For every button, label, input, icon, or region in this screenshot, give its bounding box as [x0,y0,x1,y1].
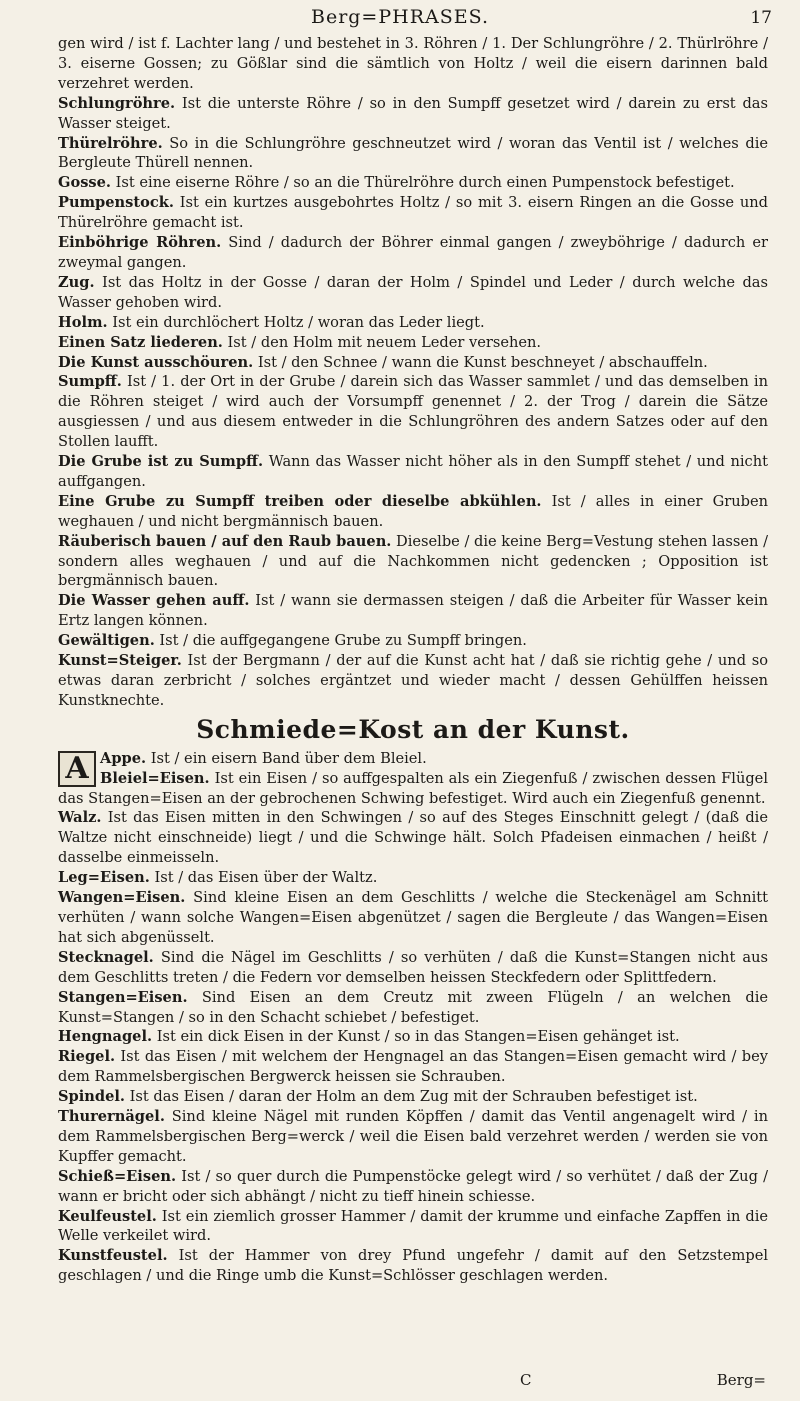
glossary-entry [58,333,768,353]
entry-definition: Ist / den Holm mit neuem Leder versehen. [222,333,542,351]
entry-definition: Ist / die auffgegangene Grube zu Sumpff bringen. [154,632,527,650]
entry-headword: Einböhrige Röhren. [58,234,222,252]
entry-definition: Sind Eisen an dem Creutz mit zween Flügeln / an welchen die Kunst=Stangen / so in den Schacht schiebet / befestiget. [58,988,768,1026]
entry-definition: Ist ein kurtzes ausgebohrtes Holtz / so mit 3. eisern Ringen an die Gosse und Thürelröhre gemacht ist. [58,194,768,232]
entry-headword: Sumpff. [58,373,122,391]
entry-definition: Sind die Nägel im Geschlitts / so verhüten / daß die Kunst=Stangen nicht aus dem Geschlitts treten / die Federn vor demselben heissen Steckfedern oder Splittfedern. [58,948,768,986]
entry-headword: Holm. [58,313,108,331]
entry-definition: Ist der Bergmann / der auf die Kunst acht hat / daß sie richtig gehe / und so etwas daran zerbricht / solches ergäntzet und wieder macht / dessen Gehülffen heissen Kunstknechte. [58,652,768,709]
entry-definition: Sind / dadurch der Böhrer einmal gangen / zweyböhrige / dadurch er zweymal gangen. [58,234,768,271]
entry-definition: Ist ein dick Eisen in der Kunst / so in das Stangen=Eisen gehänget ist. [152,1028,680,1046]
glossary-entry [58,769,768,809]
glossary-entry [58,452,768,492]
entry-headword: Spindel. [58,1088,126,1106]
entry-headword: Schlungröhre. [58,94,176,112]
entry-headword: Walz. [58,809,102,827]
entry-headword: Bleiel=Eisen. [100,769,210,787]
glossary-entry [58,492,768,532]
glossary-entry [58,888,768,948]
glossary-entry [58,631,768,651]
running-head: Berg=PHRASES. [310,6,490,28]
entry-definition: Sind kleine Nägel mit runden Köpffen / damit das Ventil angenagelt wird / in dem Rammelsbergischen Berg=werck / weil die Eisen bald verzehret werden / werden sie von Kupffer gemacht. [58,1108,768,1165]
entry-definition: Ist ein ziemlich grosser Hammer / damit der krumme und einfache Zapffen in die Welle verkeilet wird. [58,1207,768,1245]
glossary-entry [58,233,768,273]
glossary-entry [58,948,768,988]
entry-definition: Ist / den Schnee / wann die Kunst beschneyet / abschauffeln. [253,353,708,371]
entry-definition: So in die Schlungröhre geschneutzet wird / woran das Ventil ist / welches die Bergleute Thürell nennen. [58,134,768,172]
glossary-entry [58,808,768,868]
entry-headword: Pumpenstock. [58,194,174,212]
glossary-entry [58,868,768,888]
glossary-entry [58,591,768,631]
entry-definition: Ist das Eisen mitten in den Schwingen / so auf des Steges Einschnitt gelegt / (daß die Waltze nicht einschneide) liegt / und die Schwinge hält. Solch Pfadeisen einmachen / heißt / dasselbe einmeisseln. [58,809,768,867]
drop-capital: A [58,751,96,787]
entry-definition: Dieselbe / die keine Berg=Vestung stehen lassen / sondern alles weghauen / und auf die Nachkommen nicht gedencken ; Opposition ist bergmännisch bauen. [58,532,769,590]
entry-definition: Wann das Wasser nicht höher als in den Sumpff stehet / und nicht auffgangen. [58,453,768,490]
entry-headword: Leg=Eisen. [58,869,150,887]
entry-headword: Eine Grube zu Sumpff treiben oder dieselbe abkühlen. [58,492,542,510]
glossary-entry [58,651,768,711]
entry-definition: Ist / ein eisern Band über dem Bleiel. [146,749,427,767]
entry-definition: Ist / wann sie dermassen steigen / daß die Arbeiter für Wasser kein Ertz langen können. [58,592,768,630]
glossary-entry [58,532,768,592]
section-title: Schmiede=Kost an der Kunst. [196,714,630,744]
entry-headword: Die Grube ist zu Sumpff. [58,453,264,471]
page-body [58,34,768,1286]
entry-headword: Wangen=Eisen. [58,889,186,907]
entry-headword: Thurernägel. [58,1108,165,1126]
page-footer [0,1371,800,1393]
entry-definition: Ist ein Eisen / so auffgespalten als ein Ziegenfuß / zwischen dessen Flügel das Stangen=Eisen an der gebrochenen Schwing befestiget. Wird auch ein Ziegenfuß genennt. [58,769,768,807]
glossary-entry [58,1107,768,1167]
intro-paragraph: gen wird / ist f. Lachter lang / und bestehet in 3. Röhren / 1. Der Schlungröhre / 2. Thürlröhre / 3. eiserne Gossen; zu Gößlar sind die sämtlich von Holtz / weil die eisern darinnen bald verzehret werden. [58,35,768,92]
entry-headword: Die Wasser gehen auff. [58,592,250,610]
entry-definition: Ist / das Eisen über der Waltz. [149,869,378,887]
glossary-entry [58,273,768,313]
glossary-entry [58,353,768,373]
entry-headword: Thürelröhre. [58,134,163,152]
entry-headword: Die Kunst ausschöuren. [58,353,254,371]
entry-definition: Ist das Holtz in der Gosse / daran der Holm / Spindel und Leder / durch welche das Wasser gehoben wird. [58,273,768,311]
glossary-entry [58,1047,768,1087]
glossary-entry [58,1167,768,1207]
entry-definition: Ist das Eisen / daran der Holm an dem Zug mit der Schrauben befestiget ist. [125,1088,698,1106]
entry-definition: Ist eine eiserne Röhre / so an die Thürelröhre durch einen Pumpenstock befestiget. [111,174,735,192]
entry-headword: Einen Satz liederen. [58,333,223,351]
signature-mark: C [520,1371,532,1389]
glossary-entry [58,988,768,1028]
entry-headword: Kunst=Steiger. [58,652,182,670]
entry-list-2 [58,749,768,1286]
glossary-entry [58,173,768,193]
entry-headword: Stangen=Eisen. [58,988,188,1006]
entry-list [58,94,768,711]
entry-definition: Ist / so quer durch die Pumpenstöcke gelegt wird / so verhütet / daß der Zug / wann er bricht oder sich abhängt / nicht zu tieff hinein schiesse. [58,1167,768,1205]
catchword: Berg= [716,1371,766,1389]
glossary-entry [58,372,768,452]
entry-headword: Keulfeustel. [58,1207,157,1225]
glossary-entry [58,1246,768,1286]
entry-headword: Hengnagel. [58,1028,153,1046]
glossary-entry [58,1207,768,1247]
glossary-entry [58,1087,768,1107]
entry-headword: Schieß=Eisen. [58,1167,177,1185]
entry-definition: Ist / 1. der Ort in der Grube / darein sich das Wasser sammlet / und das demselben in die Röhren steiget / wird auch der Vorsumpff genennet / 2. der Trog / darein die Sätze ausgiessen / und aus diesem entweder in die Schlungröhren des andern Satzes oder auf den Stollen laufft. [58,373,768,451]
glossary-entry [58,193,768,233]
glossary-entry [58,313,768,333]
entry-headword: Kunstfeustel. [58,1247,168,1265]
page-number: 17 [750,8,772,28]
glossary-entry [58,1027,768,1047]
entry-definition: Ist die unterste Röhre / so in den Sumpff gesetzet wird / darein zu erst das Wasser steiget. [58,94,768,132]
entry-definition: Ist das Eisen / mit welchem der Hengnagel an das Stangen=Eisen gemacht wird / bey dem Rammelsbergischen Bergwerck heissen sie Schrauben. [58,1048,768,1086]
entry-headword: Zug. [58,273,95,291]
entry-headword: Stecknagel. [58,948,154,966]
entry-headword: Gosse. [58,174,111,192]
entry-headword: Gewältigen. [58,632,155,650]
entry-headword: Appe. [100,749,147,767]
entry-headword: Riegel. [58,1048,116,1066]
entry-definition: Ist der Hammer von drey Pfund ungefehr / damit auf den Setzstempel geschlagen / und die Ringe umb die Kunst=Schlösser geschlagen werden. [58,1247,768,1285]
entry-definition: Sind kleine Eisen an dem Geschlitts / welche die Steckenägel am Schnitt verhüten / wann solche Wangen=Eisen abgenützet / sagen die Bergleute / das Wangen=Eisen hat sich abgenüsselt. [58,889,768,946]
glossary-entry [58,749,768,769]
glossary-entry [58,94,768,134]
glossary-entry [58,134,768,174]
entry-definition: Ist ein durchlöchert Holtz / woran das Leder liegt. [107,313,485,331]
entry-definition: Ist / alles in einer Gruben weghauen / und nicht bergmännisch bauen. [58,492,769,530]
entry-headword: Räuberisch bauen / auf den Raub bauen. [58,532,392,550]
